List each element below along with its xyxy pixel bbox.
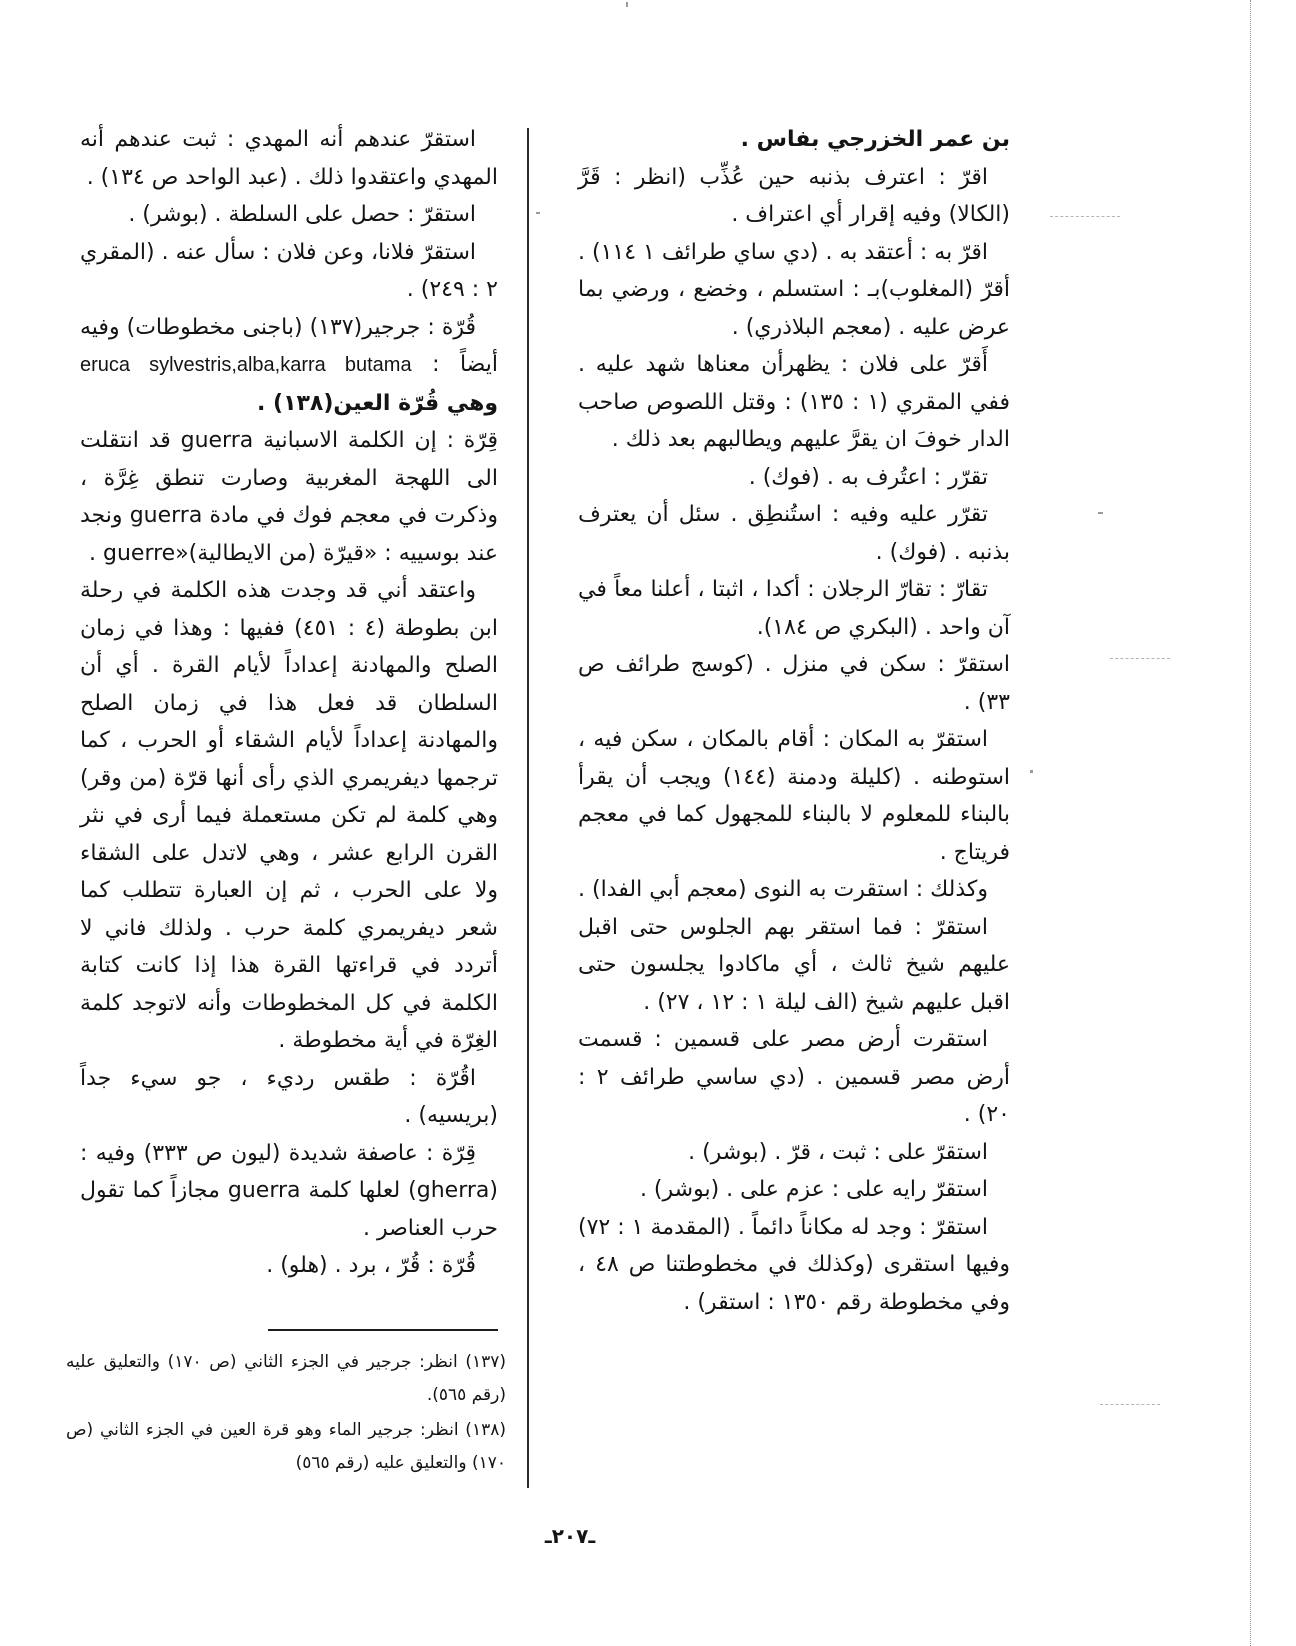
scan-artifact [1050, 216, 1120, 217]
entry-paragraph: تقرّر عليه وفيه : استُنطِق . سئل أن يعترف بذنبه . (فوك) . [578, 502, 1010, 565]
footnotes [66, 1346, 506, 1482]
entry-paragraph: بن عمر الخزرجي بفاس . [740, 127, 1010, 152]
entry-paragraph: تقرّر : اعتُرف به . (فوك) . [748, 464, 988, 490]
entry-paragraph: اقرّ : اعترف بذنبه حين عُذِّب (انظر : قَرَّ (الكالا) وفيه إقرار أي اعتراف . [578, 164, 1010, 227]
column-divider [527, 128, 529, 1488]
page-number: ـ٢٠٧ـ [544, 1524, 596, 1548]
entry-paragraph: أقرّ (المغلوب)بـ : استسلم ، وخضع ، ورضي بما عرض عليه . (معجم البلاذري) . [578, 277, 1010, 340]
scan-speck [1098, 512, 1103, 514]
scan-artifact [1110, 658, 1170, 659]
entry-paragraph: استقرّ عندهم أنه المهدي : ثبت عندهم أنه المهدي واعتقدوا ذلك . (عبد الواحد ص ١٣٤) . [80, 127, 498, 190]
left-column [80, 121, 498, 1285]
footnote: (١٣٨) انظر: جرجير الماء وهو قرة العين في الجزء الثاني (ص ١٧٠) والتعليق عليه (رقم ٥٦٥) [66, 1420, 506, 1473]
entry-paragraph: استقرّ : وجد له مكاناً دائماً . (المقدمة ١ : ٧٢) وفيها استقرى (وكذلك في مخطوطتنا ص ٤٨ ، وفي مخطوطة رقم ١٣٥٠ : استقر) . [578, 1214, 1010, 1315]
scan-margin-line [1250, 0, 1251, 1646]
entry-paragraph: استقرّ رايه على : عزم على . (بوشر) . [639, 1177, 988, 1202]
entry-paragraph: استقرت أرض مصر على قسمين : قسمت أرض مصر قسمين . (دي ساسي طرائف ٢ : ٢٠) . [578, 1027, 1010, 1127]
entry-paragraph: اقرّ به : أعتقد به . (دي ساي طرائف ١ ١١٤) . [578, 239, 988, 265]
scan-speck [1030, 770, 1033, 773]
scan-speck [626, 2, 628, 7]
entry-paragraph: تقارّ : تقارّ الرجلان : أكدا ، اثبتا ، أعلنا معاً في آن واحد . (البكري ص ١٨٤). [578, 577, 1010, 640]
entry-paragraph: استقرّ : فما استقر بهم الجلوس حتى اقبل عليهم شيخ ثالث ، أي ماكادوا يجلسون حتى اقبل عليهم شيخ (الف ليلة ١ : ١٢ ، ٢٧) . [578, 914, 1010, 1015]
latin-term: eruca sylvestris,alba,karra butama [80, 354, 412, 376]
footnote-rule [268, 1329, 498, 1331]
entry-paragraph: واعتقد أني قد وجدت هذه الكلمة في رحلة ابن بطوطة (٤ : ٤٥١) ففيها : وهذا في زمان الصلح والمهادنة إعداداً لأيام القرة . أي أن السلطان قد فعل هذا في زمان الصلح والمهادنة إعداداً لأيام الشقاء أو الحرب ، كما ترجمها ديفريمري الذي رأى أنها قرّة (من وقر) وهي كلمة لم تكن مستعملة فيما أرى في نثر القرن الرابع عشر ، وهي لاتدل على الشقاء ولا على الحرب ، ثم إن العبارة تتطلب كما شعر ديفريمري كلمة حرب . ولذلك فاني لا أتردد في قراءتها القرة هذا إذا كانت كتابة الكلمة في كل المخطوطات وأنه لاتوجد كلمة الغِرّة في أية مخطوطة . [80, 578, 498, 1053]
entry-text: قُرّة : جرجير(١٣٧) (باجنى مخطوطات) وفيه أيضاً : [80, 314, 498, 377]
entry-paragraph: استقرّ : حصل على السلطة . (بوشر) . [128, 202, 476, 227]
entry-paragraph: استقرّ : سكن في منزل . (كوسج طرائف ص ٣٣) . [578, 652, 1010, 715]
right-column [578, 121, 1010, 1321]
entry-paragraph: استقرّ فلانا، وعن فلان : سأل عنه . (المقري ٢ : ٢٤٩) . [80, 239, 498, 302]
entry-paragraph: قِرّة : إن الكلمة الاسبانية guerra قد انتقلت الى اللهجة المغربية وصارت تنطق غِرَّة ، وذكرت في معجم فوك في مادة guerra ونجد عند بوسييه : «قيرّة (من الايطالية)«guerre . [80, 428, 498, 566]
entry-paragraph: اقُرّة : طقس رديء ، جو سيء جداً (بريسيه) . [80, 1065, 498, 1128]
scan-speck [536, 212, 540, 214]
entry-paragraph [80, 309, 498, 423]
entry-paragraph: استقرّ على : ثبت ، قرّ . (بوشر) . [688, 1139, 988, 1165]
entry-paragraph: قِرّة : عاصفة شديدة (ليون ص ٣٣٣) وفيه : (gherra) لعلها كلمة guerra مجازاً كما تقول حرب العناصر . [80, 1140, 498, 1241]
entry-paragraph: وكذلك : استقرت به النوى (معجم أبي الفدا) . [578, 877, 988, 902]
entry-text-after: وهي قُرّة العين(١٣٨) . [256, 390, 498, 416]
footnote: (١٣٧) انظر: جرجير في الجزء الثاني (ص ١٧٠) والتعليق عليه (رقم ٥٦٥). [66, 1352, 506, 1405]
scan-artifact [1100, 1404, 1160, 1405]
entry-paragraph: أَقرّ على فلان : يظهرأن معناها شهد عليه . ففي المقري (١ : ١٣٥) : وقتل اللصوص صاحب الدار خوفَ ان يقرَّ عليهم ويطالبهم بعد ذلك . [578, 352, 1010, 452]
entry-paragraph: قُرّة : قُرّ ، برد . (هلو) . [266, 1253, 476, 1278]
entry-paragraph: استقرّ به المكان : أقام بالمكان ، سكن فيه ، استوطنه . (كليلة ودمنة (١٤٤) ويجب أن يقرأ بالبناء للمعلوم لا بالبناء للمجهول كما في معجم فريتاج . [578, 727, 1010, 865]
